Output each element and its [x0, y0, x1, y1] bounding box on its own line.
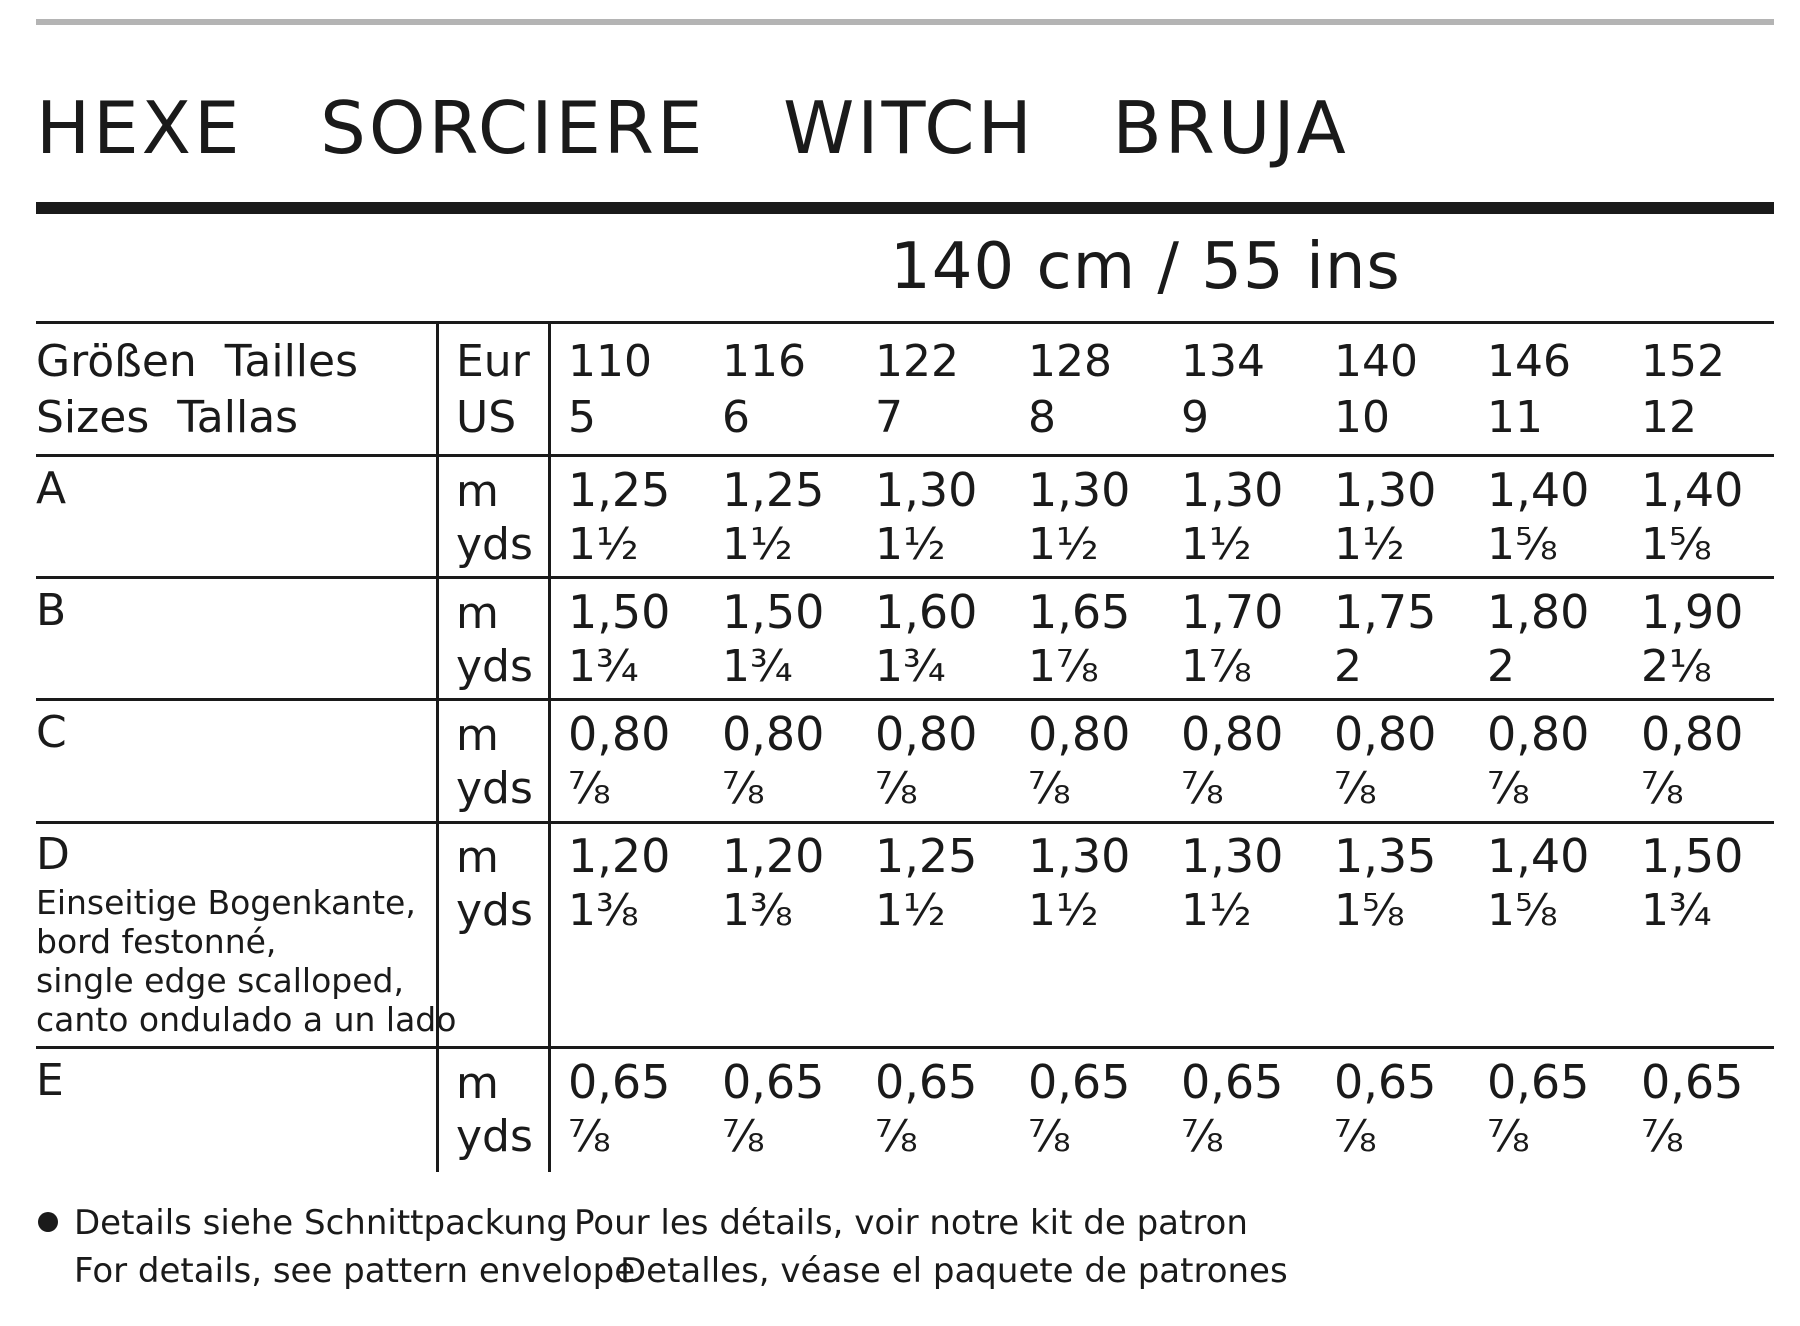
meters-value: 0,65: [568, 1055, 671, 1109]
meters-value: 0,80: [1334, 707, 1437, 761]
unit-meters: m: [456, 588, 499, 639]
yards-value: 1½: [875, 885, 946, 936]
meters-value: 1,25: [568, 463, 671, 517]
yards-value: ⅞: [1334, 1111, 1377, 1162]
unit-yards: yds: [456, 1111, 533, 1162]
meters-value: 1,25: [875, 829, 978, 883]
yards-value: ⅞: [1334, 763, 1377, 814]
eur-size: 134: [1181, 336, 1265, 387]
us-size: 12: [1641, 392, 1697, 443]
yards-value: 1¾: [722, 641, 793, 692]
us-size: 6: [722, 392, 750, 443]
yards-value: ⅞: [1181, 1111, 1224, 1162]
unit-meters: m: [456, 466, 499, 517]
meters-value: 1,30: [1028, 829, 1131, 883]
us-size: 11: [1487, 392, 1543, 443]
meters-value: 0,80: [722, 707, 825, 761]
yards-value: 1½: [1181, 885, 1252, 936]
meters-value: 0,65: [1028, 1055, 1131, 1109]
yards-value: 2: [1487, 641, 1515, 692]
yards-value: ⅞: [568, 1111, 611, 1162]
yards-value: ⅞: [1487, 763, 1530, 814]
yards-value: 1⅝: [1334, 885, 1405, 936]
unit-yards: yds: [456, 519, 533, 570]
unit-eur: Eur: [456, 336, 530, 387]
view-label: A: [36, 463, 67, 514]
bullet-icon: [38, 1212, 58, 1232]
eur-size: 116: [722, 336, 806, 387]
table-rule: [36, 821, 1774, 824]
us-size: 9: [1181, 392, 1209, 443]
meters-value: 1,25: [722, 463, 825, 517]
yards-value: 1⅞: [1028, 641, 1099, 692]
meters-value: 1,65: [1028, 585, 1131, 639]
table-rule: [36, 1046, 1774, 1049]
eur-size: 140: [1334, 336, 1418, 387]
note-spanish: Detalles, véase el paquete de patrones: [620, 1251, 1288, 1291]
yards-value: 1⅝: [1487, 885, 1558, 936]
yards-value: 1½: [1028, 885, 1099, 936]
size-label-line2: Sizes Tallas: [36, 392, 299, 443]
eur-size: 110: [568, 336, 652, 387]
page-title: HEXE SORCIERE WITCH BRUJA: [36, 86, 1349, 170]
yards-value: 1⅝: [1487, 519, 1558, 570]
yards-value: 1¾: [875, 641, 946, 692]
yards-value: ⅞: [568, 763, 611, 814]
note-german: Details siehe Schnittpackung: [74, 1203, 568, 1243]
eur-size: 128: [1028, 336, 1112, 387]
table-rule: [36, 698, 1774, 701]
meters-value: 1,30: [1028, 463, 1131, 517]
eur-size: 146: [1487, 336, 1571, 387]
unit-meters: m: [456, 832, 499, 883]
yards-value: 1½: [1028, 519, 1099, 570]
meters-value: 1,20: [722, 829, 825, 883]
meters-value: 0,65: [1487, 1055, 1590, 1109]
view-label: B: [36, 585, 67, 636]
meters-value: 1,70: [1181, 585, 1284, 639]
unit-yards: yds: [456, 885, 533, 936]
view-description: Einseitige Bogenkante, bord festonné, single edge scalloped, canto ondulado a un lado: [36, 883, 457, 1039]
yards-value: ⅞: [722, 763, 765, 814]
view-label: C: [36, 707, 67, 758]
meters-value: 0,80: [568, 707, 671, 761]
us-size: 8: [1028, 392, 1056, 443]
view-label: E: [36, 1055, 64, 1106]
meters-value: 1,80: [1487, 585, 1590, 639]
meters-value: 0,80: [1487, 707, 1590, 761]
meters-value: 0,80: [875, 707, 978, 761]
yards-value: ⅞: [1641, 1111, 1684, 1162]
yards-value: 2: [1334, 641, 1362, 692]
yards-value: 1⅜: [568, 885, 639, 936]
title-underline: [36, 202, 1774, 214]
table-rule: [36, 454, 1774, 457]
column-divider-unit: [548, 322, 551, 1172]
meters-value: 1,50: [722, 585, 825, 639]
top-divider: [36, 19, 1774, 25]
yards-value: ⅞: [1028, 763, 1071, 814]
eur-size: 152: [1641, 336, 1725, 387]
unit-us: US: [456, 392, 517, 443]
table-rule: [36, 576, 1774, 579]
us-size: 7: [875, 392, 903, 443]
meters-value: 0,80: [1028, 707, 1131, 761]
unit-yards: yds: [456, 641, 533, 692]
note-english: For details, see pattern envelope: [74, 1251, 636, 1291]
eur-size: 122: [875, 336, 959, 387]
column-divider-label: [436, 322, 439, 1172]
us-size: 5: [568, 392, 596, 443]
meters-value: 1,40: [1641, 463, 1744, 517]
yards-value: ⅞: [1181, 763, 1224, 814]
meters-value: 1,50: [1641, 829, 1744, 883]
yards-value: ⅞: [875, 1111, 918, 1162]
yards-value: 1½: [722, 519, 793, 570]
yards-value: ⅞: [875, 763, 918, 814]
size-label-line1: Größen Tailles: [36, 336, 359, 387]
yards-value: 1⅝: [1641, 519, 1712, 570]
meters-value: 0,65: [1181, 1055, 1284, 1109]
yards-value: 1⅞: [1181, 641, 1252, 692]
meters-value: 1,30: [1181, 829, 1284, 883]
table-rule: [36, 321, 1774, 324]
meters-value: 1,60: [875, 585, 978, 639]
meters-value: 0,80: [1181, 707, 1284, 761]
yards-value: 1½: [875, 519, 946, 570]
yards-value: 2⅛: [1641, 641, 1712, 692]
meters-value: 1,20: [568, 829, 671, 883]
unit-yards: yds: [456, 763, 533, 814]
yards-value: ⅞: [722, 1111, 765, 1162]
yards-value: 1½: [1181, 519, 1252, 570]
meters-value: 0,80: [1641, 707, 1744, 761]
meters-value: 0,65: [1641, 1055, 1744, 1109]
meters-value: 0,65: [875, 1055, 978, 1109]
view-label: D: [36, 829, 70, 880]
meters-value: 1,75: [1334, 585, 1437, 639]
meters-value: 0,65: [1334, 1055, 1437, 1109]
meters-value: 1,40: [1487, 463, 1590, 517]
yards-value: ⅞: [1641, 763, 1684, 814]
meters-value: 1,40: [1487, 829, 1590, 883]
meters-value: 1,30: [1334, 463, 1437, 517]
yards-value: 1¾: [568, 641, 639, 692]
fabric-width-heading: 140 cm / 55 ins: [890, 230, 1401, 304]
meters-value: 1,30: [875, 463, 978, 517]
note-french: Pour les détails, voir notre kit de patron: [574, 1203, 1248, 1243]
yards-value: 1½: [1334, 519, 1405, 570]
yards-value: 1½: [568, 519, 639, 570]
yards-value: 1¾: [1641, 885, 1712, 936]
yards-value: ⅞: [1487, 1111, 1530, 1162]
meters-value: 0,65: [722, 1055, 825, 1109]
yards-value: 1⅜: [722, 885, 793, 936]
yards-value: ⅞: [1028, 1111, 1071, 1162]
unit-meters: m: [456, 1058, 499, 1109]
meters-value: 1,90: [1641, 585, 1744, 639]
unit-meters: m: [456, 710, 499, 761]
us-size: 10: [1334, 392, 1390, 443]
meters-value: 1,30: [1181, 463, 1284, 517]
meters-value: 1,50: [568, 585, 671, 639]
meters-value: 1,35: [1334, 829, 1437, 883]
